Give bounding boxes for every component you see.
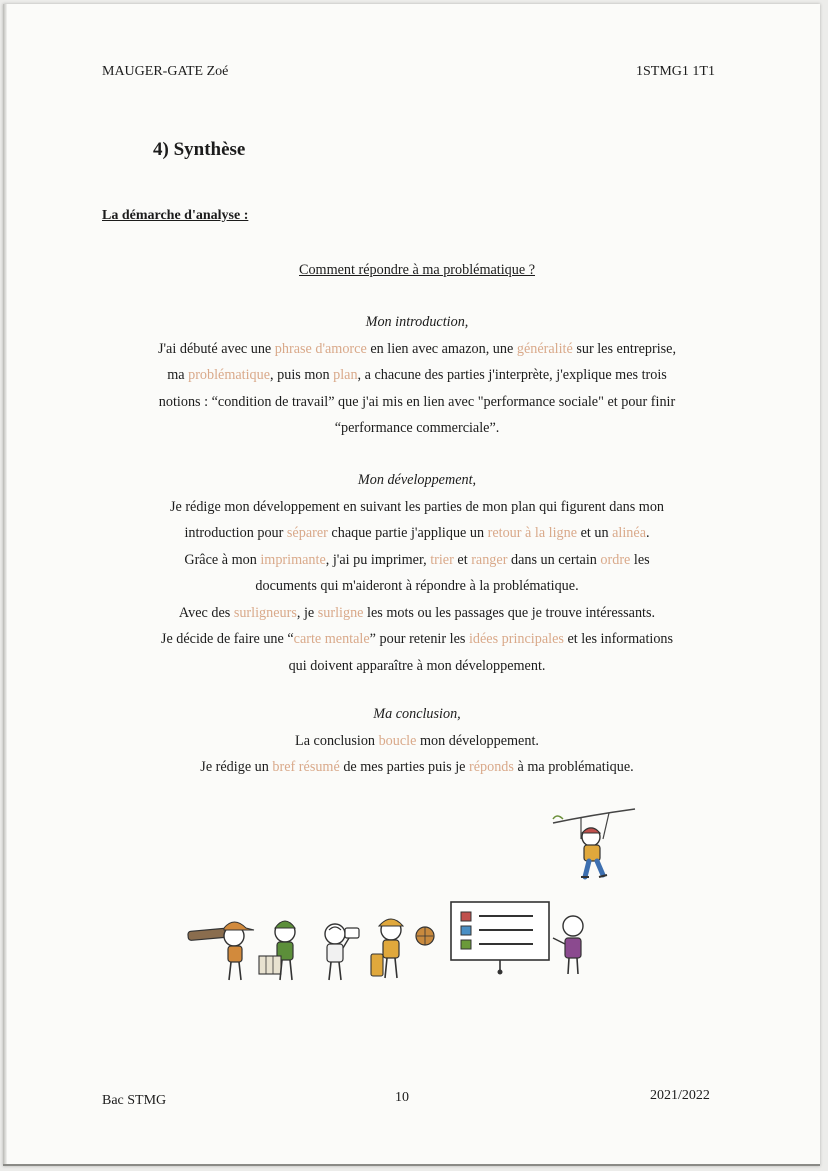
author-name: MAUGER-GATE Zoé xyxy=(102,64,229,79)
page-title: 4) Synthèse xyxy=(153,139,246,160)
dev-line-7: qui doivent apparaître à mon développement. xyxy=(288,657,546,674)
dev-line-6: Je décide de faire une “carte mentale” pour retenir les idées principales et les informations xyxy=(160,631,674,647)
dev-line-5: Avec des surligneurs, je surligne les mots ou les passages que je trouve intéressants. xyxy=(178,604,656,621)
dev-line-2: introduction pour séparer chaque partie j'applique un retour à la ligne et un alinéa. xyxy=(184,525,650,541)
page-number: 10 xyxy=(395,1090,409,1105)
footer-course: Bac STMG xyxy=(102,1093,167,1108)
intro-paragraph xyxy=(98,309,736,442)
intro-line-3: notions : “condition de travail” que j'ai mis en lien avec "performance sociale" et pour finir xyxy=(158,393,676,410)
development-paragraph xyxy=(98,467,736,679)
swinging-kid-icon xyxy=(551,807,641,893)
dev-title: Mon développement, xyxy=(357,472,477,488)
hiker-map-icon xyxy=(255,916,307,984)
dev-line-3: Grâce à mon imprimante, j'ai pu imprimer, trier et ranger dans un certain ordre les xyxy=(184,551,650,568)
section-subheading: La démarche d'analyse : xyxy=(102,208,249,223)
presenter-board-icon xyxy=(447,898,595,978)
conclusion-paragraph xyxy=(98,701,736,781)
class-label: 1STMG1 1T1 xyxy=(636,64,715,79)
problem-question xyxy=(98,257,736,284)
conclusion-line-2: Je rédige un bref résumé de mes parties puis je réponds à ma problématique. xyxy=(200,759,634,775)
traveler-suitcase-icon xyxy=(367,912,439,984)
conclusion-title: Ma conclusion, xyxy=(373,706,461,722)
dev-line-1: Je rédige mon développement en suivant les parties de mon plan qui figurent dans mon xyxy=(169,498,665,515)
explorer-telescope-icon xyxy=(186,916,262,984)
footer-year: 2021/2022 xyxy=(650,1088,710,1103)
dev-line-4: documents qui m'aideront à répondre à la problématique. xyxy=(255,578,579,594)
intro-title: Mon introduction, xyxy=(365,314,469,330)
document-page xyxy=(3,4,820,1166)
question-text: Comment répondre à ma problématique ? xyxy=(299,262,535,278)
intro-line-2: ma problématique, puis mon plan, a chacune des parties j'interprète, j'explique mes trois xyxy=(167,367,667,383)
conclusion-line-1: La conclusion boucle mon développement. xyxy=(295,732,539,749)
photographer-icon xyxy=(315,916,367,984)
intro-line-4: “performance commerciale”. xyxy=(334,420,500,436)
intro-line-1: J'ai débuté avec une phrase d'amorce en lien avec amazon, une généralité sur les entreprise, xyxy=(157,340,677,357)
